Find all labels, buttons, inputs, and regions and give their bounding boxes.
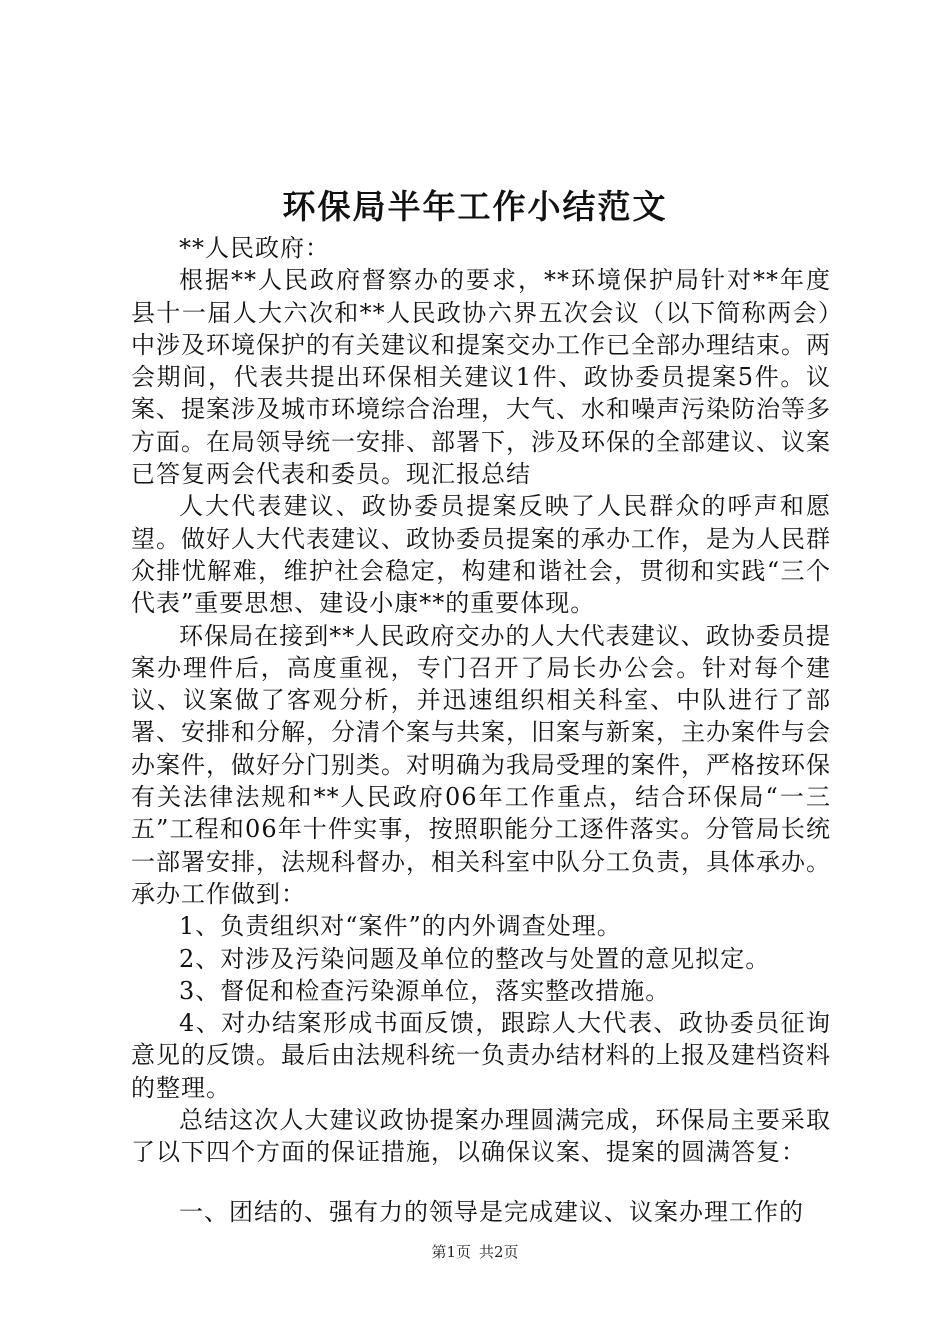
paragraph: 根据**人民政府督察办的要求，**环境保护局针对**年度县十一届人大六次和**人民政协六界五次会议（以下简称两会）中涉及环境保护的有关建议和提案交办工作已全部办理结束。两会期间，代表共提出环保相关建议1件、政协委员提案5件。议案、提案涉及城市环境综合治理，大气、水和噪声污染防治等多方面。在局领导统一安排、部署下，涉及环保的全部建议、议案已答复两会代表和委员。现汇报总结 (131, 266, 831, 489)
list-item: 4、对办结案形成书面反馈，跟踪人大代表、政协委员征询意见的反馈。最后由法规科统一负责办结材料的上报及建档资料的整理。 (131, 1009, 831, 1102)
paragraph: 环保局在接到**人民政府交办的人大代表建议、政协委员提案办理件后，高度重视，专门召开了局长办公会。针对每个建议、议案做了客观分析，并迅速组织相关科室、中队进行了部署、安排和分解，分清个案与共案，旧案与新案，主办案件与会办案件，做好分门别类。对明确为我局受理的案件，严格按环保有关法律法规和**人民政府06年工作重点，结合环保局“一三五”工程和06年十件实事，按照职能分工逐件落实。分管局长统一部署安排，法规科督办，相关科室中队分工负责，具体承办。承办工作做到： (131, 621, 831, 908)
list-item: 2、对涉及污染问题及单位的整改与处置的意见拟定。 (179, 944, 771, 973)
document-body (131, 232, 831, 1228)
page-number: 第1页 (431, 1243, 471, 1261)
document-title: 环保局半年工作小结范文 (282, 187, 668, 226)
list-item: 1、负责组织对“案件”的内外调查处理。 (179, 912, 622, 941)
paragraph: 人大代表建议、政协委员提案反映了人民群众的呼声和愿望。做好人大代表建议、政协委员提案的承办工作，是为人民群众排忧解难，维护社会稳定，构建和谐社会，贯彻和实践“三个代表”重要思想、建设小康**的重要体现。 (131, 492, 831, 618)
section-heading: 一、团结的、强有力的领导是完成建议、议案办理工作的 (179, 1197, 804, 1226)
paragraph: 总结这次人大建议政协提案办理圆满完成，环保局主要采取了以下四个方面的保证措施，以确保议案、提案的圆满答复： (131, 1106, 831, 1167)
page-footer (0, 1242, 950, 1262)
list-item: 3、督促和检查污染源单位，落实整改措施。 (179, 976, 671, 1005)
page-total: 共2页 (479, 1243, 519, 1261)
salutation: **人民政府： (179, 234, 330, 262)
